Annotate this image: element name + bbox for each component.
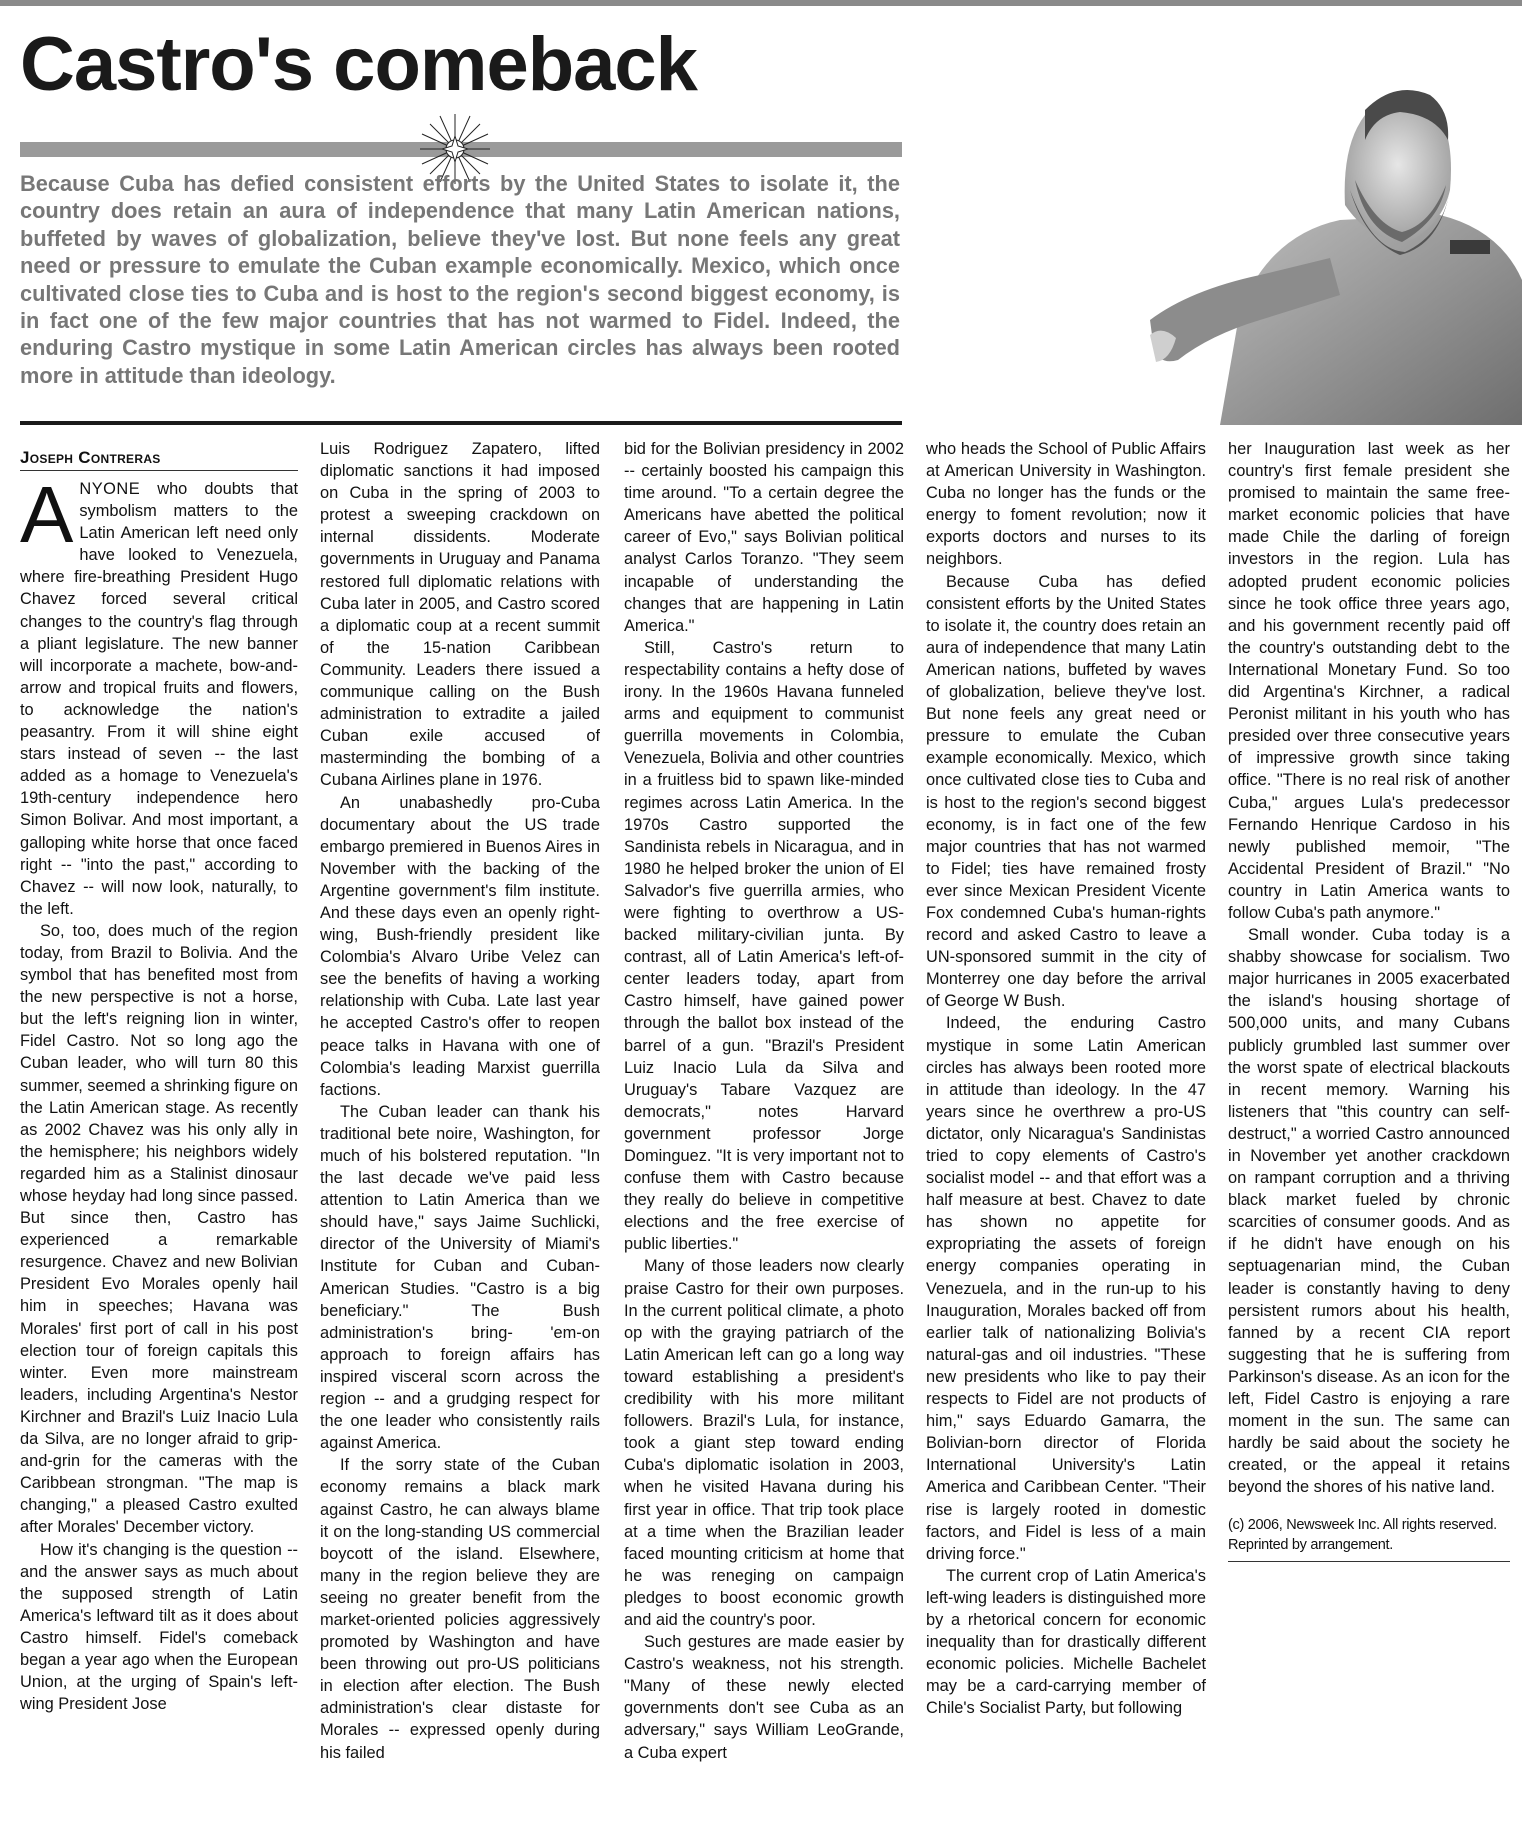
column-5 [1228,438,1510,1818]
drop-cap: A [20,478,74,559]
column-2 [320,438,600,1818]
paragraph: bid for the Bolivian presidency in 2002 -- certainly boosted his campaign this time around. "To a certain degree the Americans have abetted the political career of Evo," says Bolivian political analyst Carlos Toranzo. "They seem incapable of understanding the changes that are happening in Latin America." [624,440,904,635]
paragraph: The Cuban leader can thank his traditional bete noire, Washington, for much of his bolstered reputation. "In the last decade we've paid less attention to Latin America than we should have," says Jaime Suchlicki, director of the University of Miami's Institute for Cuban and Cuban-American Studies. "Castro is a big beneficiary." The Bush administration's bring- 'em-on approach to foreign affairs has inspired visceral scorn across the region -- and a grudging respect for the one leader who consistently rails against America. [320,1102,600,1453]
paragraph: Indeed, the enduring Castro mystique in some Latin American circles has always been rooted more in attitude than ideology. In the 47 years since he overthrew a pro-US dictator, only Nicaragua's Sandinistas tried to copy elements of Castro's socialist model -- and that effort was a half measure at best. Chavez to date has shown no appetite for expropriating the assets of foreign energy companies operating in Venezuela, and in the run-up to his Inauguration, Morales backed off from earlier talk of nationalizing Bolivia's natural-gas and oil industries. "These new presidents who like to pay their respects to Fidel are not products of him," says Eduardo Gamarra, the Bolivian-born director of Florida International University's Latin America and Caribbean Center. "Their rise is largely rooted in domestic factors, and Fidel is less of a main driving force." [926,1014,1206,1563]
paragraph: her Inauguration last week as her country's first female president she promised to maintain the same free-market economic policies that have made Chile the darling of foreign investors in the region. Lula has adopted prudent economic policies since he took office three years ago, and his government recently paid off the country's outstanding debt to the International Monetary Fund. So too did Argentina's Kirchner, a radical Peronist militant in his youth who has presided over three consecutive years of impressive growth since taking office. "There is no real risk of another Cuba," argues Lula's predecessor Fernando Henrique Cardoso in his newly published memoir, "The Accidental President of Brazil." "No country in Latin America wants to follow Cuba's path anymore." [1228,440,1510,922]
paragraph: who heads the School of Public Affairs at American University in Washington. Cuba no longer has the funds or the energy to foment revolution; now it exports doctors and nurses to its neighbors. [926,440,1206,569]
paragraph: If the sorry state of the Cuban economy remains a black mark against Castro, he can always blame it on the long-standing US commercial boycott of the island. Elsewhere, many in the region believe they are seeing no greater benefit from the market-oriented policies aggressively promoted by Washington and have been throwing out pro-US politicians in election after election. The Bush administration's clear distaste for Morales -- expressed openly during his failed [320,1456,600,1762]
paragraph: Small wonder. Cuba today is a shabby showcase for socialism. Two major hurricanes in 2005 exacerbated the island's housing shortage of 500,000 units, and many Cubans publicly grumbled last summer over the worst spate of electrical blackouts in recent memory. Warning his listeners that "this country can self-destruct," a worried Castro announced in November yet another crackdown on rampant corruption and a thriving black market fueled by chronic scarcities of consumer goods. And as if he didn't have enough on his septuagenarian mind, the Cuban leader is constantly having to deny persistent rumors about his health, fanned by a recent CIA report suggesting that he is suffering from Parkinson's disease. As an icon for the left, Fidel Castro is enjoying a rare moment in the sun. The same can hardly be said about the society he created, or the appeal it retains beyond the shores of his native land. [1228,926,1510,1497]
paragraph [20,478,298,920]
paragraph: Such gestures are made easier by Castro's weakness, not his strength. "Many of these newly elected governments don't see Cuba as an adversary," says William LeoGrande, a Cuba expert [624,1633,904,1762]
paragraph: The current crop of Latin America's left-wing leaders is distinguished more by a rhetorical concern for economic inequality than for drastically different economic policies. Michelle Bachelet may be a card-carrying member of Chile's Socialist Party, but following [926,1566,1206,1718]
paragraph-text: who doubts that symbolism matters to the Latin American left need only have looked to Venezuela, where fire-breathing President Hugo Chavez forced several critical changes to the country's flag through a pliant legislature. The new banner will incorporate a machete, bow-and-arrow and tropical fruits and flowers, to acknowledge the nation's peasantry. From it will shine eight stars instead of seven -- the last added as a homage to Venezuela's 19th-century independence hero Simon Bolivar. And most important, a galloping white horse that once faced right -- "into the past," according to Chavez -- will now look, naturally, to the left. [20,480,298,918]
credit-rule [1228,1561,1510,1562]
byline: Joseph Contreras [20,448,161,467]
paragraph: Because Cuba has defied consistent efforts by the United States to isolate it, the country does retain an aura of independence that many Latin American nations, buffeted by waves of globalization, believe they've lost. But none feels any great need or pressure to emulate the Cuban example economically. Mexico, which once cultivated close ties to Cuba and is host to the region's second biggest economy, is in fact one of the few major countries that has not warmed to Fidel; ties have remained frosty ever since Mexican President Vicente Fox condemned Cuba's human-rights record and asked Castro to leave a UN-sponsored summit in the city of Monterrey one day before the arrival of George W Bush. [926,572,1206,1011]
deck-rule [20,421,902,425]
paragraph: Still, Castro's return to respectability contains a hefty dose of irony. In the 1960s Havana funneled arms and equipment to communist guerrilla movements in Colombia, Venezuela, Bolivia and other countries in a fruitless bid to spawn like-minded regimes across Latin America. In the 1970s Castro supported the Sandinista rebels in Nicaragua, and in 1980 he helped broker the union of El Salvador's five guerrilla armies, who were fighting to overthrow a US-backed military-civilian junta. By contrast, all of Latin America's left-of-center leaders today, apart from Castro himself, have gained power through the ballot box instead of the barrel of a gun. "Brazil's President Luiz Inacio Lula da Silva and Uruguay's Tabare Vazquez are democrats," notes Harvard government professor Jorge Dominguez. "It is very important not to confuse them with Castro because they really do believe in competitive elections and the free exercise of public liberties." [624,638,904,1254]
column-1 [20,478,298,1818]
paragraph: Many of those leaders now clearly praise Castro for their own purposes. In the current political climate, a photo op with the graying patriarch of the Latin American left can go a long way toward establishing a president's credibility with his more militant followers. Brazil's Lula, for instance, took a giant step toward ending Cuba's diplomatic isolation in 2003, when he visited Havana during his first year in office. That trip took place at a time when the Brazilian leader faced mounting criticism at home that he was reneging on campaign pledges to boost economic growth and aid the country's poor. [624,1257,904,1629]
deck-summary: Because Cuba has defied consistent efforts by the United States to isolate it, the country does retain an aura of independence that many Latin American nations, buffeted by waves of globalization, believe they've lost. But none feels any great need or pressure to emulate the Cuban example economically. Mexico, which once cultivated close ties to Cuba and is host to the region's second biggest economy, is in fact one of the few major countries that has not warmed to Fidel. Indeed, the enduring Castro mystique in some Latin American circles has always been rooted more in attitude than ideology. [20,171,900,388]
copyright-credit: (c) 2006, Newsweek Inc. All rights reserved. Reprinted by arrangement. [1228,1516,1497,1553]
headline: Castro's comeback [20,22,697,107]
top-rule [0,0,1522,6]
column-4 [926,438,1206,1818]
paragraph: So, too, does much of the region today, from Brazil to Bolivia. And the symbol that has benefited most from the new perspective is not a horse, but the left's reigning lion in winter, Fidel Castro. Not so long ago the Cuban leader, who will turn 80 this summer, seemed a shrinking figure on the Latin American stage. As recently as 2002 Chavez was his only ally in the hemisphere; his neighbors widely regarded him as a Stalinist dinosaur whose heyday had long since passed. But since then, Castro has experienced a remarkable resurgence. Chavez and new Bolivian President Evo Morales openly hail him in speeches; Havana was Morales' first port of call in his post election tour of foreign capitals this winter. Even more mainstream leaders, including Argentina's Nestor Kirchner and Brazil's Luiz Inacio Lula da Silva, are no longer afraid to grip-and-grin for the cameras with the Caribbean strongman. "The map is changing," a pleased Castro exulted after Morales' December victory. [20,921,298,1537]
paragraph: Luis Rodriguez Zapatero, lifted diplomatic sanctions it had imposed on Cuba in the spring of 2003 to protest a sweeping crackdown on internal dissidents. Moderate governments in Uruguay and Panama restored full diplomatic relations with Cuba later in 2005, and Castro scored a diplomatic coup at a recent summit of the 15-nation Caribbean Community. Leaders there issued a communique calling on the Bush administration to extradite a jailed Cuban exile accused of masterminding the bombing of a Cubana Airlines plane in 1976. [320,440,600,790]
lead-word: NYONE [79,480,141,498]
castro-photo [1150,20,1522,425]
paragraph: How it's changing is the question -- and the answer says as much about the supposed strength of Latin America's leftward tilt as it does about Castro himself. Fidel's comeback began a year ago when the European Union, at the urging of Spain's left-wing President Jose [20,1540,298,1714]
paragraph: An unabashedly pro-Cuba documentary about the US trade embargo premiered in Buenos Aires in November with the backing of the Argentine government's film institute. And these days even an openly right-wing, Bush-friendly president like Colombia's Alvaro Uribe Velez can see the benefits of having a working relationship with Cuba. Late last year he accepted Castro's offer to reopen peace talks in Havana with one of Colombia's leading Marxist guerrilla factions. [320,793,600,1099]
column-3 [624,438,904,1818]
byline-rule [20,470,298,471]
